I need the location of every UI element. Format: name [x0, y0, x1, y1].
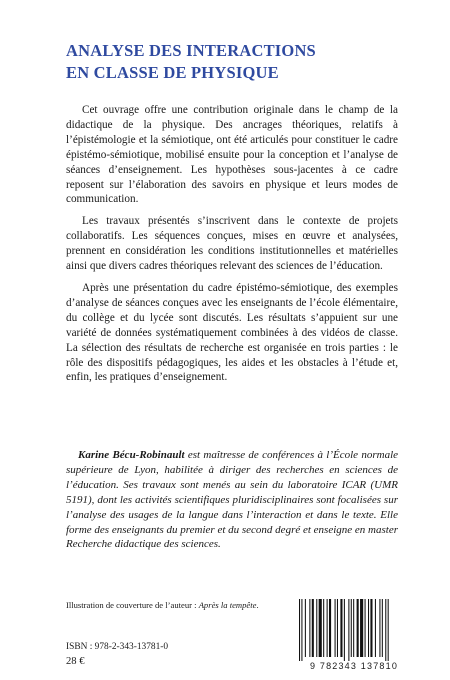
barcode-bar: [379, 599, 380, 657]
barcode-bar: [368, 599, 369, 657]
barcode-bar: [348, 599, 349, 661]
barcode-bar: [385, 599, 386, 661]
barcode-number: 9 782343 137810: [309, 661, 399, 671]
title-line-2: EN CLASSE DE PHYSIQUE: [66, 63, 279, 82]
barcode-bar: [327, 599, 328, 657]
barcode-bar: [344, 599, 345, 661]
barcode-bar: [299, 599, 300, 661]
barcode-bar: [319, 599, 322, 657]
barcode-bars: [293, 597, 415, 661]
title-line-1: ANALYSE DES INTERACTIONS: [66, 41, 316, 60]
barcode-bar: [316, 599, 317, 657]
barcode-bar: [309, 599, 310, 657]
barcode-bar: [305, 599, 306, 657]
barcode-bar: [301, 599, 302, 661]
barcode: [293, 597, 415, 675]
barcode-bar: [335, 599, 336, 657]
author-name: Karine Bécu-Robinault: [78, 449, 185, 461]
barcode-bar: [323, 599, 324, 657]
blurb: [66, 103, 398, 392]
credit-work-title: Après la tempête: [198, 600, 257, 610]
barcode-bar: [360, 599, 363, 657]
barcode-bar: [365, 599, 366, 657]
barcode-bar: [340, 599, 342, 657]
blurb-paragraph: Les travaux présentés s’inscrivent dans le contexte de projets collaboratifs. Les séquences conçues, mises en œuvre et analysées, prennent en considération les conditions institutionnelles et matérielles ainsi que divers cadres théoriques relevant des sciences de l’éducation.: [66, 215, 398, 273]
blurb-paragraph: Après une présentation du cadre épistémo-sémiotique, des exemples d’analyse de séances conçues avec les enseignants de l’école élémentaire, du collège et du lycée sont discutés. Les résultats s’appuient sur une variété de données systématiquement combinées à des vidéos de classe. La sélection des résultats de recherche est organisée en trois parties : le rôle des dispositifs pédagogiques, les aides et les obstacles à l’étude et, enfin, les pratiques d’enseignement.: [66, 281, 398, 384]
author-bio-text: est maîtresse de conférences à l’École normale supérieure de Lyon, habilitée à diriger des recherches en sciences de l’éducation. Ses travaux sont menés au sein du laboratoire ICAR (UMR 5191), dont les activités scientifiques pluridisciplinaires sont focalisées sur l’analyse des usages de la langue dans l’interaction et dans le texte. Elle forme des enseignants du premier et du second degré et enseigne en master Recherche didactique des sciences.: [66, 449, 399, 551]
barcode-bar: [375, 599, 376, 657]
author-bio: [66, 448, 398, 552]
barcode-bar: [357, 599, 359, 657]
barcode-bar: [382, 599, 383, 657]
book-title: [66, 40, 406, 84]
barcode-bar: [370, 599, 372, 657]
blurb-paragraph: Cet ouvrage offre une contribution originale dans le champ de la didactique de la physique. Des ancrages théoriques, relatifs à l’épistémologie et la sémiotique, ont été articulés pour constituer le cadre épistémo-sémiotique, mobilisé ensuite pour la conception et l’analyse de séances d’enseignement. Les hypothèses sous-jacentes à ce cadre reposent sur l’élaboration des savoirs en physique et leurs modes de communication.: [66, 104, 398, 206]
price: 28 €: [66, 656, 85, 667]
barcode-bar: [388, 599, 389, 661]
credit-prefix: Illustration de couverture de l’auteur :: [66, 600, 199, 610]
isbn: ISBN : 978-2-343-13781-0: [66, 642, 169, 652]
barcode-bar: [337, 599, 338, 657]
barcode-bar: [353, 599, 354, 657]
barcode-bar: [351, 599, 352, 657]
barcode-bar: [329, 599, 331, 657]
credit-suffix: .: [256, 600, 259, 610]
barcode-bar: [312, 599, 314, 657]
